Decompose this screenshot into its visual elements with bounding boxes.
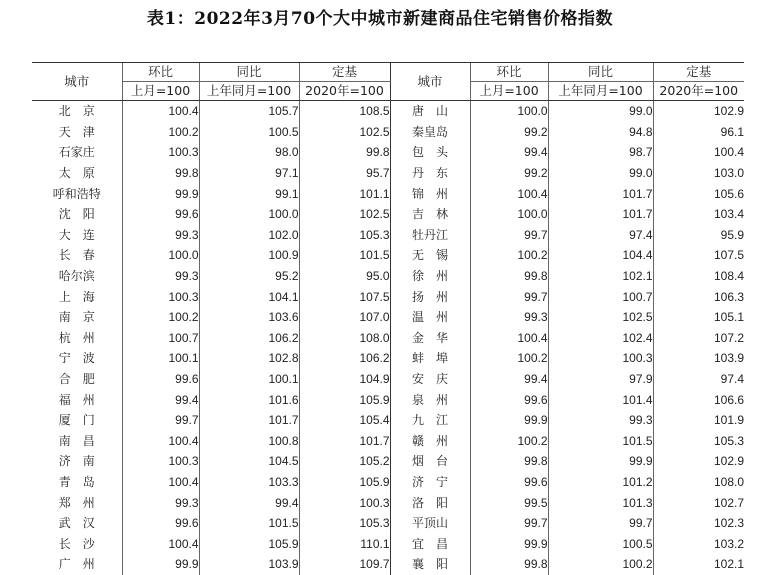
yoy-cell-2: 98.7 [548,142,653,163]
mom-cell: 99.6 [122,204,199,225]
table-row [32,142,744,163]
city-cell-2: 烟 台 [390,451,470,472]
city-cell-2: 扬 州 [390,286,470,307]
yoy-cell-2: 99.7 [548,513,653,534]
city-cell: 郑 州 [58,495,95,510]
base-cell-2: 108.0 [653,472,744,493]
mom-cell-2: 99.4 [470,142,548,163]
base-cell: 107.0 [299,307,390,328]
base-cell-2: 105.1 [653,307,744,328]
subheader-mom-2: 上月=100 [470,82,548,101]
mom-cell-2: 100.0 [470,101,548,122]
city-cell: 沈 阳 [58,207,95,222]
base-cell-2: 107.5 [653,245,744,266]
base-cell-2: 102.9 [653,451,744,472]
city-cell: 合 肥 [58,372,95,387]
table-row [32,472,744,493]
subheader-mom: 上月=100 [122,82,199,101]
header-base-2: 定基 [653,63,744,82]
base-cell: 105.9 [299,472,390,493]
city-cell: 济 南 [58,454,95,469]
mom-cell: 100.3 [122,142,199,163]
table-row [32,410,744,431]
mom-cell-2: 99.7 [470,286,548,307]
table-row [32,122,744,143]
yoy-cell: 106.2 [199,328,299,349]
mom-cell-2: 100.2 [470,431,548,452]
table-row [32,307,744,328]
subheader-base: 2020年=100 [299,82,390,101]
yoy-cell: 103.3 [199,472,299,493]
header-mom: 环比 [122,63,199,82]
yoy-cell: 100.8 [199,431,299,452]
city-cell-2: 蚌 埠 [390,348,470,369]
header-row [32,63,744,82]
yoy-cell-2: 104.4 [548,245,653,266]
mom-cell: 100.4 [122,472,199,493]
subheader-base-2: 2020年=100 [653,82,744,101]
table-row [32,101,744,122]
base-cell: 105.4 [299,410,390,431]
base-cell: 105.3 [299,513,390,534]
base-cell: 102.5 [299,122,390,143]
city-cell: 青 岛 [58,474,95,489]
base-cell: 105.2 [299,451,390,472]
price-index-table [32,62,744,575]
yoy-cell: 99.4 [199,492,299,513]
base-cell-2: 101.9 [653,410,744,431]
city-cell: 厦 门 [58,413,95,428]
city-cell: 上 海 [58,289,95,304]
table-row [32,533,744,554]
yoy-cell-2: 99.0 [548,163,653,184]
base-cell: 95.0 [299,266,390,287]
table-row [32,348,744,369]
mom-cell-2: 99.3 [470,307,548,328]
yoy-cell-2: 101.7 [548,204,653,225]
base-cell: 104.9 [299,369,390,390]
mom-cell-2: 100.0 [470,204,548,225]
table-row [32,431,744,452]
mom-cell: 99.3 [122,266,199,287]
yoy-cell-2: 102.5 [548,307,653,328]
city-cell-2: 牡丹江 [390,225,470,246]
table-row [32,554,744,575]
city-cell: 太 原 [58,166,95,181]
base-cell: 101.7 [299,431,390,452]
base-cell-2: 108.4 [653,266,744,287]
city-cell-2: 襄 阳 [390,554,470,575]
city-cell-2: 徐 州 [390,266,470,287]
mom-cell-2: 99.4 [470,369,548,390]
base-cell: 95.7 [299,163,390,184]
mom-cell: 100.3 [122,451,199,472]
city-cell-2: 赣 州 [390,431,470,452]
mom-cell: 99.8 [122,163,199,184]
city-cell: 石家庄 [58,145,95,160]
city-cell-2: 无 锡 [390,245,470,266]
yoy-cell-2: 99.3 [548,410,653,431]
mom-cell-2: 99.5 [470,492,548,513]
yoy-cell: 103.9 [199,554,299,575]
yoy-cell: 105.9 [199,533,299,554]
yoy-cell: 104.5 [199,451,299,472]
mom-cell: 99.4 [122,389,199,410]
table-row [32,369,744,390]
base-cell-2: 102.3 [653,513,744,534]
yoy-cell: 105.7 [199,101,299,122]
yoy-cell: 100.0 [199,204,299,225]
city-cell: 广 州 [58,557,95,572]
mom-cell-2: 99.2 [470,163,548,184]
table-row [32,328,744,349]
mom-cell: 100.0 [122,245,199,266]
yoy-cell-2: 97.4 [548,225,653,246]
yoy-cell: 100.1 [199,369,299,390]
table-row [32,183,744,204]
subheader-row [32,82,744,101]
city-cell: 福 州 [58,392,95,407]
table-row [32,451,744,472]
mom-cell: 99.9 [122,554,199,575]
base-cell-2: 102.1 [653,554,744,575]
yoy-cell-2: 101.3 [548,492,653,513]
subheader-yoy-2: 上年同月=100 [548,82,653,101]
header-yoy-2: 同比 [548,63,653,82]
mom-cell: 99.9 [122,183,199,204]
mom-cell-2: 99.6 [470,472,548,493]
mom-cell-2: 99.7 [470,225,548,246]
yoy-cell: 102.0 [199,225,299,246]
city-cell: 南 昌 [58,433,95,448]
mom-cell-2: 100.4 [470,183,548,204]
mom-cell-2: 99.9 [470,533,548,554]
city-cell-2: 宜 昌 [390,533,470,554]
table-row [32,389,744,410]
mom-cell: 100.4 [122,533,199,554]
mom-cell: 99.7 [122,410,199,431]
city-cell-2: 锦 州 [390,183,470,204]
base-cell-2: 107.2 [653,328,744,349]
yoy-cell: 99.1 [199,183,299,204]
header-yoy: 同比 [199,63,299,82]
base-cell: 100.3 [299,492,390,513]
yoy-cell: 100.9 [199,245,299,266]
table-body [32,101,744,575]
city-cell: 长 沙 [58,536,95,551]
table-row [32,286,744,307]
yoy-cell: 101.5 [199,513,299,534]
yoy-cell-2: 100.3 [548,348,653,369]
subheader-yoy: 上年同月=100 [199,82,299,101]
table-row [32,163,744,184]
city-cell-2: 九 江 [390,410,470,431]
mom-cell-2: 99.7 [470,513,548,534]
mom-cell: 99.3 [122,225,199,246]
city-cell-2: 金 华 [390,328,470,349]
yoy-cell: 101.6 [199,389,299,410]
mom-cell: 100.3 [122,286,199,307]
yoy-cell-2: 100.7 [548,286,653,307]
mom-cell-2: 99.8 [470,266,548,287]
yoy-cell: 98.0 [199,142,299,163]
city-cell: 天 津 [58,124,95,139]
mom-cell-2: 100.2 [470,245,548,266]
city-cell-2: 洛 阳 [390,492,470,513]
table-title: 表1：2022年3月70个大中城市新建商品住宅销售价格指数 [146,9,614,29]
base-cell: 102.5 [299,204,390,225]
mom-cell-2: 99.6 [470,389,548,410]
city-cell: 北 京 [58,104,95,119]
city-cell: 大 连 [58,227,95,242]
yoy-cell-2: 97.9 [548,369,653,390]
base-cell: 105.9 [299,389,390,410]
header-base: 定基 [299,63,390,82]
yoy-cell-2: 102.1 [548,266,653,287]
base-cell-2: 96.1 [653,122,744,143]
base-cell-2: 95.9 [653,225,744,246]
city-cell-2: 唐 山 [390,101,470,122]
base-cell-2: 105.6 [653,183,744,204]
mom-cell: 100.2 [122,122,199,143]
base-cell-2: 97.4 [653,369,744,390]
yoy-cell-2: 100.2 [548,554,653,575]
yoy-cell-2: 101.4 [548,389,653,410]
table-row [32,492,744,513]
base-cell-2: 102.9 [653,101,744,122]
mom-cell-2: 100.2 [470,348,548,369]
mom-cell-2: 99.8 [470,554,548,575]
yoy-cell-2: 101.7 [548,183,653,204]
yoy-cell: 97.1 [199,163,299,184]
header-city-2: 城市 [390,63,470,101]
city-cell-2: 安 庆 [390,369,470,390]
base-cell: 110.1 [299,533,390,554]
base-cell-2: 102.7 [653,492,744,513]
yoy-cell-2: 102.4 [548,328,653,349]
base-cell: 101.5 [299,245,390,266]
mom-cell-2: 99.9 [470,410,548,431]
city-cell: 武 汉 [58,516,95,531]
city-cell-2: 温 州 [390,307,470,328]
yoy-cell-2: 100.5 [548,533,653,554]
mom-cell-2: 99.8 [470,451,548,472]
city-cell-2: 秦皇岛 [390,122,470,143]
mom-cell: 99.6 [122,513,199,534]
mom-cell: 99.6 [122,369,199,390]
mom-cell: 100.1 [122,348,199,369]
header-mom-2: 环比 [470,63,548,82]
mom-cell: 100.4 [122,101,199,122]
yoy-cell-2: 94.8 [548,122,653,143]
base-cell: 107.5 [299,286,390,307]
yoy-cell: 95.2 [199,266,299,287]
mom-cell-2: 100.4 [470,328,548,349]
city-cell-2: 泉 州 [390,389,470,410]
yoy-cell: 101.7 [199,410,299,431]
city-cell-2: 包 头 [390,142,470,163]
base-cell-2: 106.6 [653,389,744,410]
base-cell-2: 106.3 [653,286,744,307]
city-cell: 杭 州 [58,330,95,345]
city-cell: 南 京 [58,310,95,325]
base-cell: 101.1 [299,183,390,204]
yoy-cell: 104.1 [199,286,299,307]
yoy-cell: 100.5 [199,122,299,143]
yoy-cell-2: 101.5 [548,431,653,452]
city-cell: 哈尔滨 [58,269,95,284]
base-cell: 105.3 [299,225,390,246]
base-cell: 108.0 [299,328,390,349]
base-cell-2: 103.9 [653,348,744,369]
city-cell: 呼和浩特 [52,186,101,201]
yoy-cell-2: 99.0 [548,101,653,122]
yoy-cell-2: 101.2 [548,472,653,493]
mom-cell: 100.4 [122,431,199,452]
base-cell-2: 103.4 [653,204,744,225]
city-cell-2: 吉 林 [390,204,470,225]
base-cell-2: 105.3 [653,431,744,452]
base-cell: 99.8 [299,142,390,163]
table-row [32,513,744,534]
city-cell-2: 丹 东 [390,163,470,184]
city-cell-2: 平顶山 [390,513,470,534]
base-cell-2: 100.4 [653,142,744,163]
base-cell-2: 103.2 [653,533,744,554]
table-row [32,225,744,246]
mom-cell: 99.3 [122,492,199,513]
header-city: 城市 [32,63,122,101]
yoy-cell: 102.8 [199,348,299,369]
table-row [32,245,744,266]
mom-cell: 100.2 [122,307,199,328]
mom-cell: 100.7 [122,328,199,349]
city-cell-2: 济 宁 [390,472,470,493]
base-cell: 109.7 [299,554,390,575]
mom-cell-2: 99.2 [470,122,548,143]
table-row [32,266,744,287]
base-cell-2: 103.0 [653,163,744,184]
yoy-cell: 103.6 [199,307,299,328]
city-cell: 宁 波 [58,351,95,366]
city-cell: 长 春 [58,248,95,263]
base-cell: 108.5 [299,101,390,122]
base-cell: 106.2 [299,348,390,369]
table-row [32,204,744,225]
yoy-cell-2: 99.9 [548,451,653,472]
